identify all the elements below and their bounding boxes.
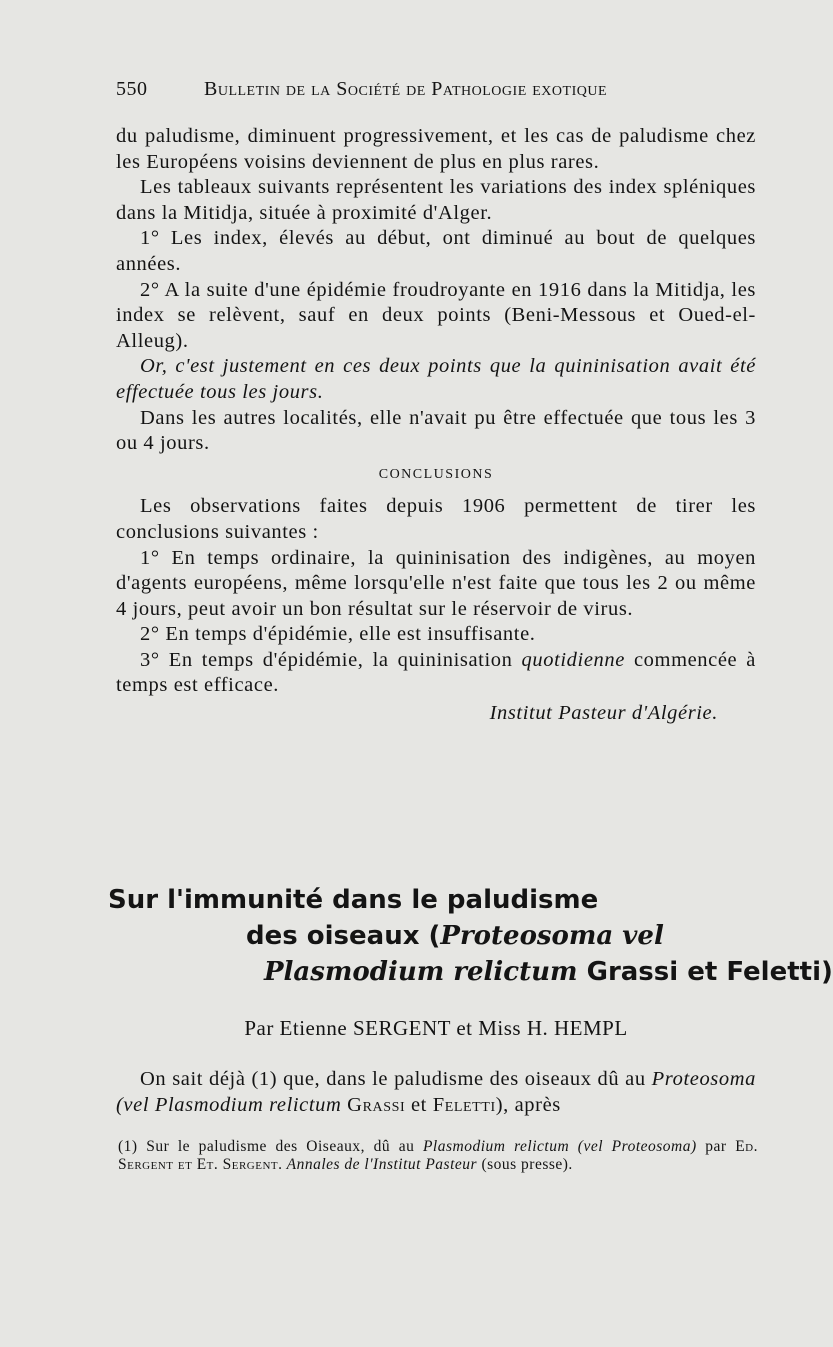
text-run: Grassi et Feletti) xyxy=(577,957,833,987)
text-run: On sait déjà (1) que, dans le paludisme des oiseaux dû au xyxy=(140,1068,652,1090)
page-header xyxy=(116,78,678,108)
article-title xyxy=(108,882,833,990)
paragraph: Les tableaux suivants représentent les variations des index spléniques dans la Mitidja, située à proximité d'Alger. xyxy=(116,176,756,224)
footnote xyxy=(106,1138,758,1174)
italic-run: Proteosoma (vel Plasmodium relictum xyxy=(116,1068,756,1116)
paragraph: du paludisme, diminuent progressivement, et les cas de paludisme chez les Européens voisins deviennent de plus en plus rares. xyxy=(116,125,756,173)
italic-run: quotidienne xyxy=(521,648,625,671)
italic-run: Plasmodium relictum (vel Proteosoma) xyxy=(422,1138,697,1155)
paragraph: Dans les autres localités, elle n'avait pu être effectuée que tous les 3 ou 4 jours. xyxy=(116,406,756,455)
title-line-3 xyxy=(108,954,833,990)
text-run: ), après xyxy=(495,1094,561,1116)
paragraph xyxy=(116,1066,756,1118)
page-number: 550 xyxy=(116,78,148,100)
byline: Par Etienne SERGENT et Miss H. HEMPL xyxy=(244,1016,628,1040)
italic-run: Plasmodium relictum xyxy=(264,957,578,987)
text-run: et xyxy=(405,1094,433,1116)
conclusions-heading: CONCLUSIONS xyxy=(378,466,494,482)
running-title: Bulletin de la Société de Pathologie exotique xyxy=(204,78,608,100)
author-names: Ed. Sergent et Et. Sergent. xyxy=(118,1138,758,1173)
paragraph: 1° En temps ordinaire, la quininisation des indigènes, au moyen d'agents européens, même lorsqu'elle n'est faite que tous les 2 ou même 4 jours, peut avoir un bon résultat sur le réservoir de virus. xyxy=(116,546,756,620)
text-run: (sous presse). xyxy=(477,1156,573,1173)
author-name: Grassi xyxy=(341,1094,406,1116)
italic-run: Annales de l'Institut Pasteur xyxy=(282,1156,478,1173)
title-line-2 xyxy=(108,918,778,954)
author-name: Feletti xyxy=(432,1094,496,1116)
signature: Institut Pasteur d'Algérie. xyxy=(489,702,718,725)
footnote-text xyxy=(106,1138,758,1174)
text-run: 3° En temps d'épidémie, la quininisation xyxy=(140,648,522,671)
text-run: (1) Sur le paludisme des Oiseaux, dû au xyxy=(118,1138,423,1155)
paragraph: 2° En temps d'épidémie, elle est insuffisante. xyxy=(140,623,536,646)
paragraph: Les observations faites depuis 1906 permettent de tirer les conclusions suivantes : xyxy=(116,495,756,543)
paragraph: 1° Les index, élevés au début, ont diminué au bout de quelques années. xyxy=(116,227,756,275)
paragraph: 2° A la suite d'une épidémie froudroyante en 1916 dans la Mitidja, les index se relèvent, sauf en deux points (Beni-Messous et Oued-el-Alleug). xyxy=(116,278,756,352)
paragraph xyxy=(116,648,756,699)
previous-article-text xyxy=(116,124,756,727)
italic-paragraph: Or, c'est justement en ces deux points que la quininisation avait été effectuée tous les jours. xyxy=(116,355,756,403)
title-line-1: Sur l'immunité dans le paludisme xyxy=(108,885,599,915)
italic-run: Proteosoma vel xyxy=(440,921,664,951)
text-run: des oiseaux ( xyxy=(246,921,441,951)
text-run: par xyxy=(696,1138,736,1155)
article-body xyxy=(116,1066,756,1118)
text-run: commencée à temps est efficace. xyxy=(116,648,757,697)
